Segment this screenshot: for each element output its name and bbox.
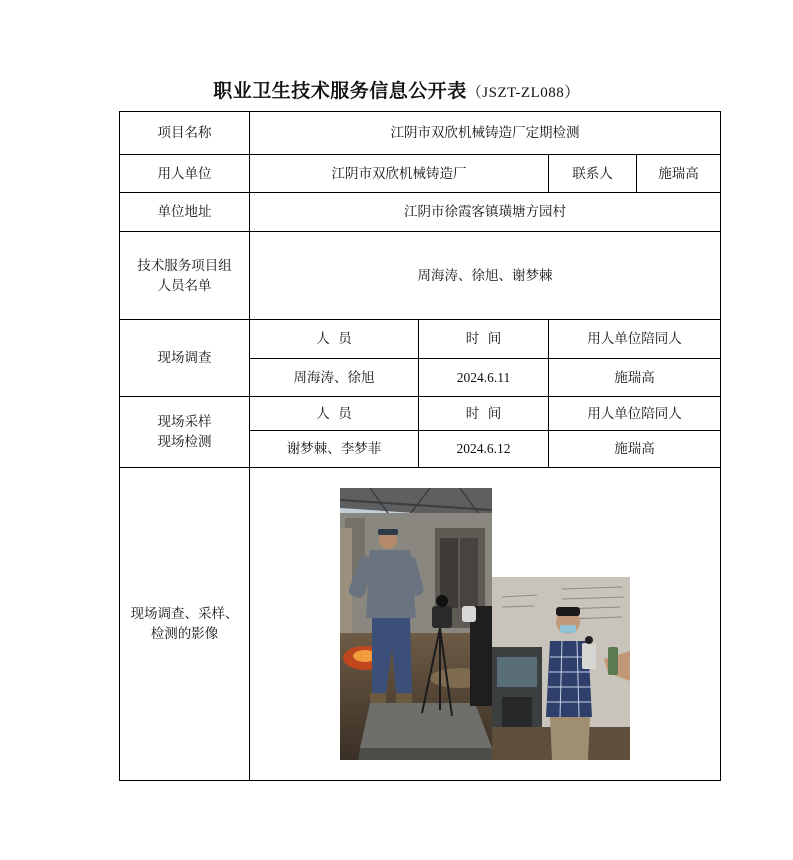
- project-value: 江阴市双欣机械铸造厂定期检测: [250, 112, 721, 155]
- row-employer: [120, 155, 721, 193]
- row-survey-header: [120, 320, 721, 359]
- row-images: [120, 468, 721, 781]
- survey-col-personnel: 人 员: [250, 320, 419, 359]
- survey-companion: 施瑞高: [549, 359, 721, 397]
- row-project: [120, 112, 721, 155]
- title-text: 职业卫生技术服务信息公开表: [213, 80, 467, 102]
- sampling-label-line1: 现场采样: [157, 414, 212, 430]
- team-label: [120, 232, 250, 320]
- survey-personnel: 周海涛、徐旭: [250, 359, 419, 397]
- document-title: [0, 76, 793, 103]
- contact-value: 施瑞高: [637, 155, 721, 193]
- images-label: [120, 468, 250, 781]
- employer-value: 江阴市双欣机械铸造厂: [250, 155, 549, 193]
- survey-time: 2024.6.11: [419, 359, 549, 397]
- team-label-line2: 人员名单: [157, 277, 212, 294]
- sampling-personnel: 谢梦棘、李梦菲: [250, 431, 419, 468]
- row-sampling-header: [120, 397, 721, 431]
- form-code: （JSZT-ZL088）: [466, 85, 580, 101]
- address-value: 江阴市徐霞客镇璜塘方园村: [250, 193, 721, 232]
- sampling-col-personnel: 人 员: [250, 397, 419, 431]
- address-label: 单位地址: [120, 193, 250, 232]
- row-address: [120, 193, 721, 232]
- team-value: 周海涛、徐旭、谢梦棘: [250, 232, 721, 320]
- site-photo-worker: [340, 488, 492, 760]
- sampling-col-time: 时 间: [419, 397, 549, 431]
- sampling-companion: 施瑞高: [549, 431, 721, 468]
- sampling-label-line2: 现场检测: [157, 434, 212, 450]
- row-team: [120, 232, 721, 320]
- sampling-label: [120, 397, 250, 468]
- sampling-time: 2024.6.12: [419, 431, 549, 468]
- survey-col-companion: 用人单位陪同人: [549, 320, 721, 359]
- survey-col-time: 时 间: [419, 320, 549, 359]
- images-label-line1: 现场调查、采样、: [130, 606, 239, 622]
- site-photo-inspector: [492, 577, 630, 760]
- sampling-col-companion: 用人单位陪同人: [549, 397, 721, 431]
- photo-group: [340, 488, 630, 760]
- contact-label: 联系人: [549, 155, 637, 193]
- project-label: 项目名称: [120, 112, 250, 155]
- info-table: [119, 111, 721, 781]
- images-label-line2: 检测的影像: [150, 626, 219, 642]
- team-label-line1: 技术服务项目组: [137, 257, 232, 274]
- images-cell: [250, 468, 721, 781]
- employer-label: 用人单位: [120, 155, 250, 193]
- survey-label: 现场调查: [120, 320, 250, 397]
